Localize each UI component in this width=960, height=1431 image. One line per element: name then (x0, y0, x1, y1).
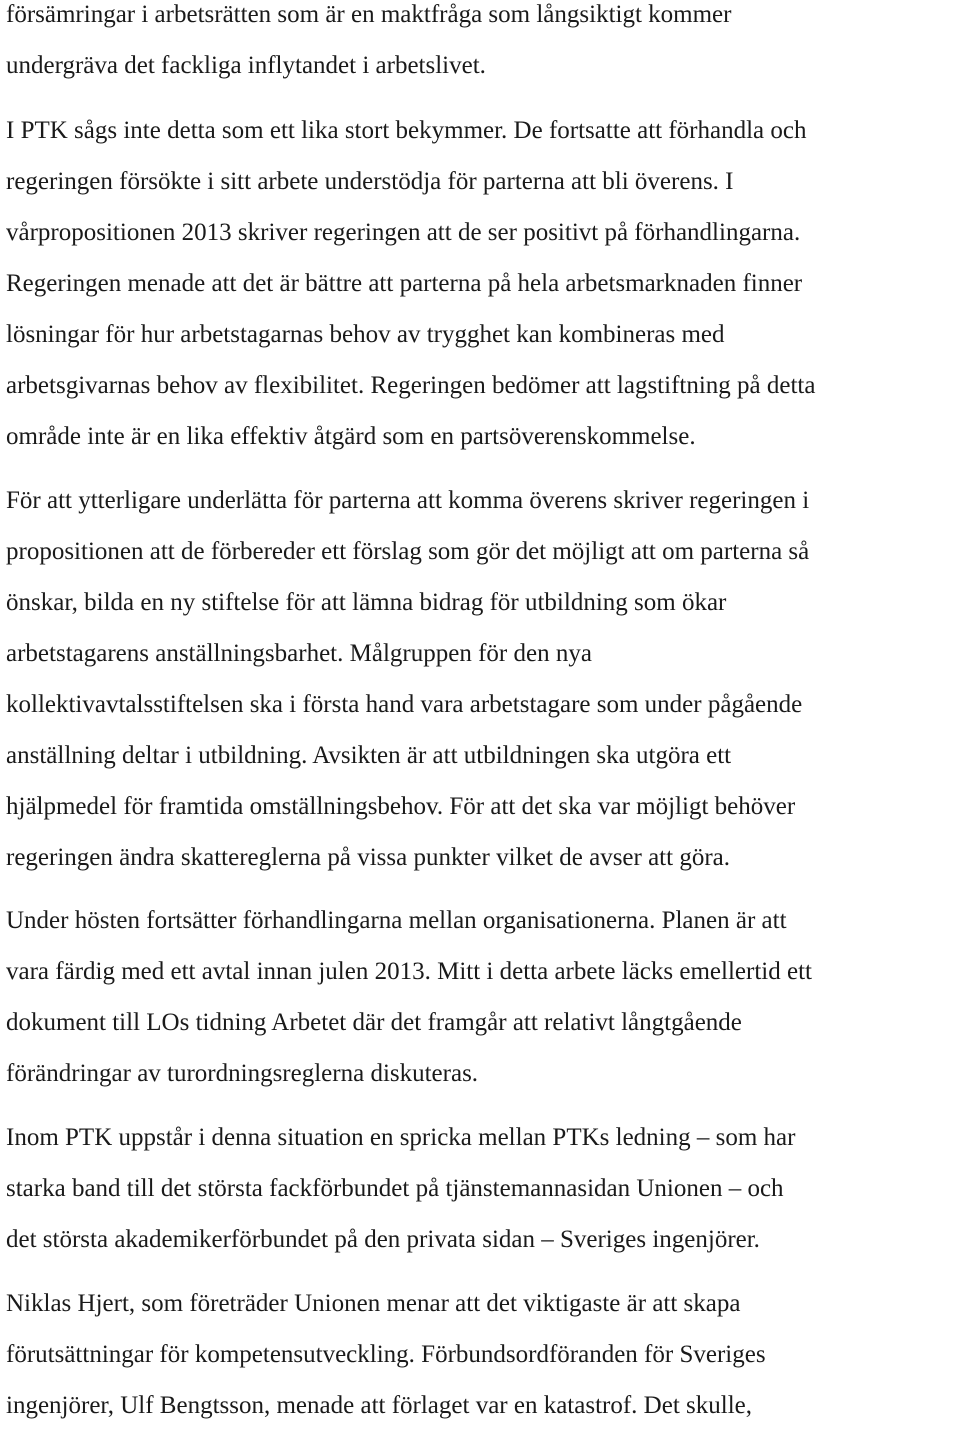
text-line: förutsättningar för kompetensutveckling. Förbundsordföranden för Sveriges (6, 1341, 766, 1368)
text-line: dokument till LOs tidning Arbetet där det framgår att relativt långtgående (6, 1009, 742, 1036)
text-line: regeringen ändra skattereglerna på vissa punkter vilket de avser att göra. (6, 844, 730, 871)
text-line: Niklas Hjert, som företräder Unionen menar att det viktigaste är att skapa (6, 1290, 741, 1317)
text-line: starka band till det största fackförbundet på tjänstemannasidan Unionen – och (6, 1175, 784, 1202)
text-line: Inom PTK uppstår i denna situation en spricka mellan PTKs ledning – som har (6, 1124, 796, 1151)
text-line: I PTK sågs inte detta som ett lika stort bekymmer. De fortsatte att förhandla och (6, 117, 807, 144)
text-line: undergräva det fackliga inflytandet i arbetslivet. (6, 52, 486, 79)
text-line: förändringar av turordningsreglerna diskuteras. (6, 1060, 479, 1087)
text-line: arbetsgivarnas behov av flexibilitet. Regeringen bedömer att lagstiftning på detta (6, 372, 816, 399)
text-line: propositionen att de förbereder ett förslag som gör det möjligt att om parterna så (6, 538, 810, 565)
text-line: ingenjörer, Ulf Bengtsson, menade att förlaget var en katastrof. Det skulle, (6, 1392, 752, 1419)
text-line: område inte är en lika effektiv åtgärd som en partsöverenskommelse. (6, 423, 696, 450)
text-line: önskar, bilda en ny stiftelse för att lämna bidrag för utbildning som ökar (6, 589, 727, 616)
text-line: Regeringen menade att det är bättre att parterna på hela arbetsmarknaden finner (6, 270, 803, 297)
text-line: det största akademikerförbundet på den privata sidan – Sveriges ingenjörer. (6, 1226, 760, 1253)
text-line: regeringen försökte i sitt arbete understödja för parterna att bli överens. I (6, 168, 734, 195)
text-line: hjälpmedel för framtida omställningsbehov. För att det ska var möjligt behöver (6, 793, 796, 820)
text-line: För att ytterligare underlätta för parterna att komma överens skriver regeringen i (6, 487, 810, 514)
text-line: försämringar i arbetsrätten som är en maktfråga som långsiktigt kommer (6, 1, 732, 28)
text-line: vårpropositionen 2013 skriver regeringen att de ser positivt på förhandlingarna. (6, 219, 801, 246)
text-line: kollektivavtalsstiftelsen ska i första hand vara arbetstagare som under pågående (6, 691, 803, 718)
text-line: Under hösten fortsätter förhandlingarna mellan organisationerna. Planen är att (6, 907, 787, 934)
text-line: lösningar för hur arbetstagarnas behov av trygghet kan kombineras med (6, 321, 725, 348)
text-line: anställning deltar i utbildning. Avsikten är att utbildningen ska utgöra ett (6, 742, 732, 769)
text-line: vara färdig med ett avtal innan julen 2013. Mitt i detta arbete läcks emellertid ett (6, 958, 812, 985)
text-line: arbetstagarens anställningsbarhet. Målgruppen för den nya (6, 640, 592, 667)
